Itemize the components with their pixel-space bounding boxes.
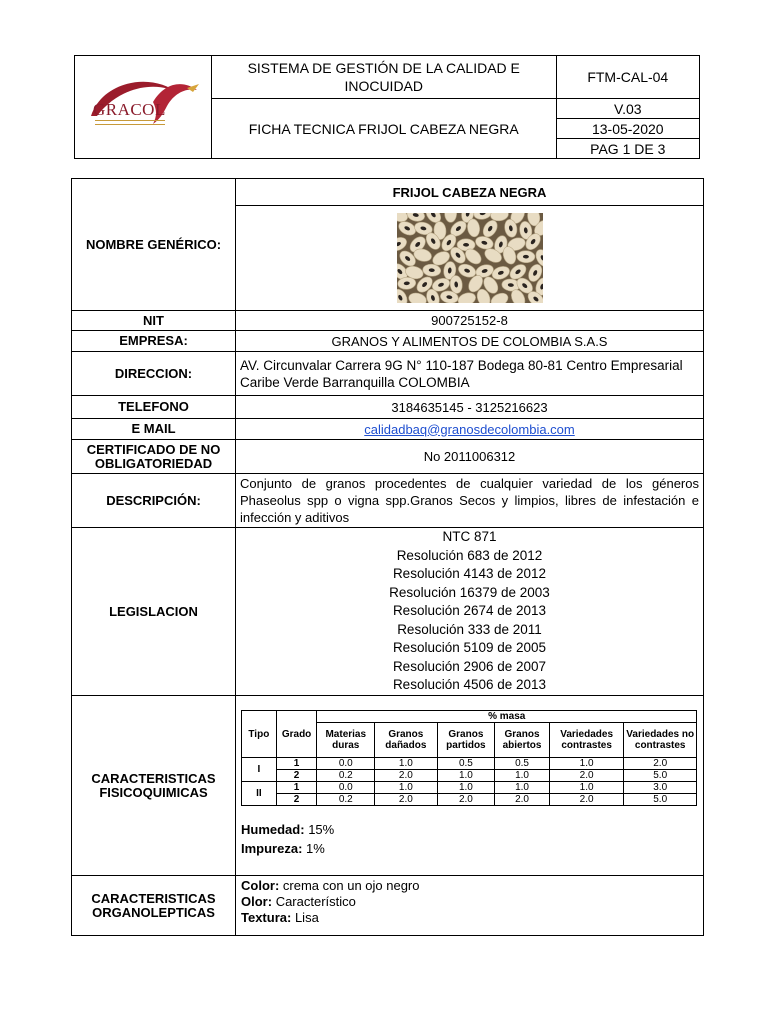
col-header: Variedades contrastes — [549, 723, 624, 758]
logo-text: GRACOL — [92, 100, 166, 119]
value-cell: 2.0 — [495, 794, 550, 806]
color-label: Color: — [241, 878, 280, 893]
tipo-cell: II — [242, 782, 277, 806]
legislation-item: Resolución 5109 de 2005 — [392, 640, 547, 656]
physicochemical-cell — [236, 696, 704, 876]
col-header: Granos dañados — [375, 723, 438, 758]
legislation-item: Resolución 333 de 2011 — [397, 621, 542, 637]
value-cell: 0.0 — [317, 782, 375, 794]
odor-line — [241, 894, 698, 910]
gracol-logo — [83, 72, 203, 142]
logo-cell — [75, 56, 212, 159]
texture-line — [241, 910, 698, 926]
legislation-label: LEGISLACION — [72, 528, 236, 696]
legislation-item: Resolución 2906 de 2007 — [392, 658, 547, 674]
odor-label: Olor: — [241, 894, 273, 909]
impurity-label: Impureza: — [241, 841, 303, 856]
legislation-item: Resolución 683 de 2012 — [396, 547, 543, 563]
value-cell: 0.2 — [317, 794, 375, 806]
value-cell: 0.5 — [437, 758, 495, 770]
table-row — [242, 758, 697, 770]
black-eyed-beans-image — [397, 213, 543, 303]
col-header: Granos partidos — [437, 723, 495, 758]
phone-value: 3184635145 - 3125216623 — [236, 396, 704, 419]
table-row — [242, 782, 697, 794]
value-cell: 1.0 — [495, 770, 550, 782]
value-cell: 1.0 — [549, 782, 624, 794]
value-cell: 2.0 — [624, 758, 697, 770]
value-cell: 1.0 — [495, 782, 550, 794]
value-cell: 1.0 — [549, 758, 624, 770]
doc-code: FTM-CAL-04 — [556, 56, 699, 99]
texture-value: Lisa — [294, 910, 319, 925]
generic-name-label: NOMBRE GENÉRICO: — [72, 179, 236, 311]
color-value: crema con un ojo negro — [282, 878, 420, 893]
col-grado: Grado — [276, 711, 317, 758]
email-cell — [236, 419, 704, 440]
product-name: FRIJOL CABEZA NEGRA — [236, 179, 704, 206]
humidity-value: 15% — [308, 822, 335, 837]
col-header: Granos abiertos — [495, 723, 550, 758]
organoleptic-cell — [236, 876, 704, 936]
company-label: EMPRESA: — [72, 331, 236, 352]
value-cell: 2.0 — [437, 794, 495, 806]
odor-value: Característico — [275, 894, 356, 909]
legislation-item: Resolución 4143 de 2012 — [392, 566, 547, 582]
product-image-cell — [236, 206, 704, 311]
system-title: SISTEMA DE GESTIÓN DE LA CALIDAD E INOCUIDAD — [211, 56, 556, 99]
address-value: AV. Circunvalar Carrera 9G N° 110-187 Bodega 80-81 Centro Empresarial Caribe Verde Barranquilla COLOMBIA — [236, 352, 704, 396]
grado-cell: 2 — [276, 770, 317, 782]
value-cell: 0.0 — [317, 758, 375, 770]
tipo-cell: I — [242, 758, 277, 782]
physicochemical-table — [241, 710, 697, 806]
physicochemical-label: CARACTERISTICAS FISICOQUIMICAS — [72, 696, 236, 876]
value-cell: 0.2 — [317, 770, 375, 782]
value-cell: 2.0 — [549, 770, 624, 782]
grado-cell: 2 — [276, 794, 317, 806]
certificate-value: No 2011006312 — [236, 440, 704, 474]
table-row — [242, 794, 697, 806]
value-cell: 1.0 — [375, 758, 438, 770]
col-header: Materias duras — [317, 723, 375, 758]
value-cell: 0.5 — [495, 758, 550, 770]
legislation-item: Resolución 4506 de 2013 — [392, 677, 547, 693]
doc-title: FICHA TECNICA FRIJOL CABEZA NEGRA — [211, 99, 556, 159]
value-cell: 2.0 — [375, 794, 438, 806]
legislation-item: NTC 871 — [442, 529, 497, 545]
email-link[interactable]: calidadbaq@granosdecolombia.com — [364, 421, 575, 437]
table-row — [242, 770, 697, 782]
col-header: Variedades no contrastes — [624, 723, 697, 758]
legislation-list — [236, 528, 704, 696]
value-cell: 5.0 — [624, 794, 697, 806]
grado-cell: 1 — [276, 758, 317, 770]
organoleptic-label: CARACTERISTICAS ORGANOLEPTICAS — [72, 876, 236, 936]
value-cell: 1.0 — [437, 782, 495, 794]
address-label: DIRECCION: — [72, 352, 236, 396]
value-cell: 2.0 — [375, 770, 438, 782]
value-cell: 1.0 — [437, 770, 495, 782]
grado-cell: 1 — [276, 782, 317, 794]
phone-label: TELEFONO — [72, 396, 236, 419]
texture-label: Textura: — [241, 910, 292, 925]
nit-value: 900725152-8 — [236, 311, 704, 331]
value-cell: 1.0 — [375, 782, 438, 794]
doc-version: V.03 — [556, 99, 699, 119]
impurity-value: 1% — [306, 841, 325, 856]
email-label: E MAIL — [72, 419, 236, 440]
value-cell: 5.0 — [624, 770, 697, 782]
physicochemical-extra — [236, 806, 703, 862]
col-tipo: Tipo — [242, 711, 277, 758]
humidity-line — [241, 820, 698, 839]
mass-header: % masa — [317, 711, 697, 723]
legislation-item: Resolución 16379 de 2003 — [389, 584, 550, 600]
technical-sheet-table — [71, 178, 704, 936]
nit-label: NIT — [72, 311, 236, 331]
doc-page: PAG 1 DE 3 — [556, 139, 699, 159]
color-line — [241, 878, 698, 894]
value-cell: 3.0 — [624, 782, 697, 794]
impurity-line — [241, 839, 698, 858]
value-cell: 2.0 — [549, 794, 624, 806]
certificate-label: CERTIFICADO DE NO OBLIGATORIEDAD — [72, 440, 236, 474]
doc-date: 13-05-2020 — [556, 119, 699, 139]
humidity-label: Humedad: — [241, 822, 305, 837]
legislation-item: Resolución 2674 de 2013 — [392, 603, 547, 619]
description-label: DESCRIPCIÓN: — [72, 474, 236, 528]
company-value: GRANOS Y ALIMENTOS DE COLOMBIA S.A.S — [236, 331, 704, 352]
document-header — [74, 55, 700, 159]
description-value: Conjunto de granos procedentes de cualquier variedad de los géneros Phaseolus spp o vigna spp.Granos Secos y limpios, libres de infestación e infección y aditivos — [236, 474, 704, 528]
